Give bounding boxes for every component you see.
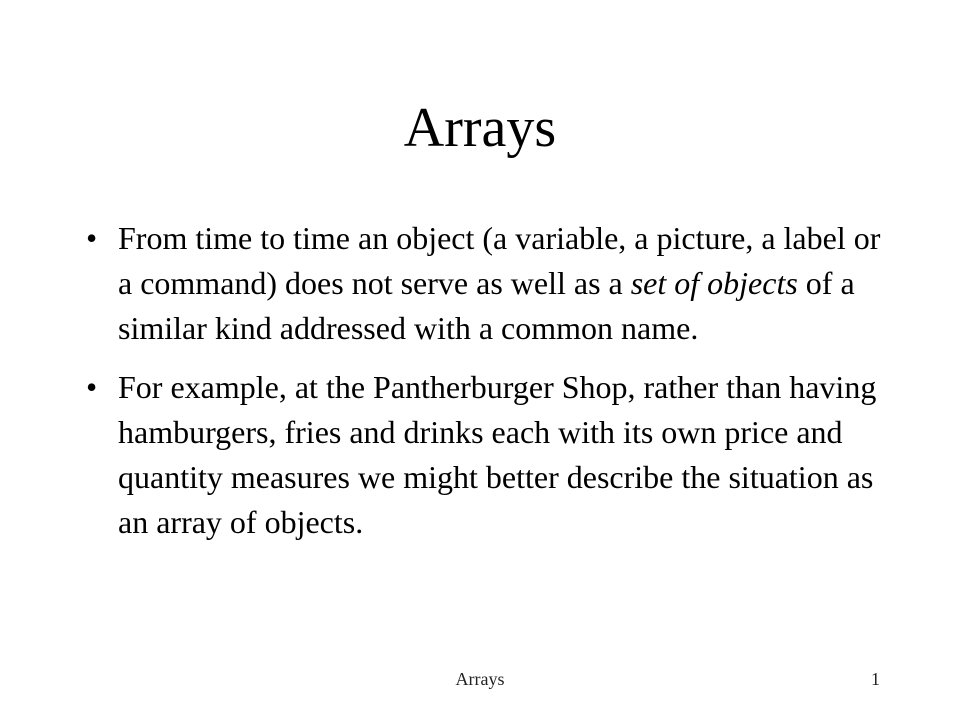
bullet-text-before: For example, at the Pantherburger Shop, rather than having hamburgers, fries and drinks each with its own price and quantity measures we might better describe the situation as an array of objects. [118,369,877,540]
slide-title: Arrays [403,97,557,159]
footer-label: Arrays [455,669,505,689]
bullet-item [86,365,886,545]
bullet-text-after: of a similar kind addressed with a common name. [118,265,855,346]
bullet-item [86,216,886,351]
bullet-icon: • [86,220,98,256]
bullet-text-emphasis: set of objects [630,265,798,301]
bullet-icon: • [86,369,98,405]
page-number: 1 [871,669,880,689]
bullet-text-before: From time to time an object (a variable, a picture, a label or a command) does not serve as well as a [118,220,881,301]
bullet-list [86,216,886,559]
